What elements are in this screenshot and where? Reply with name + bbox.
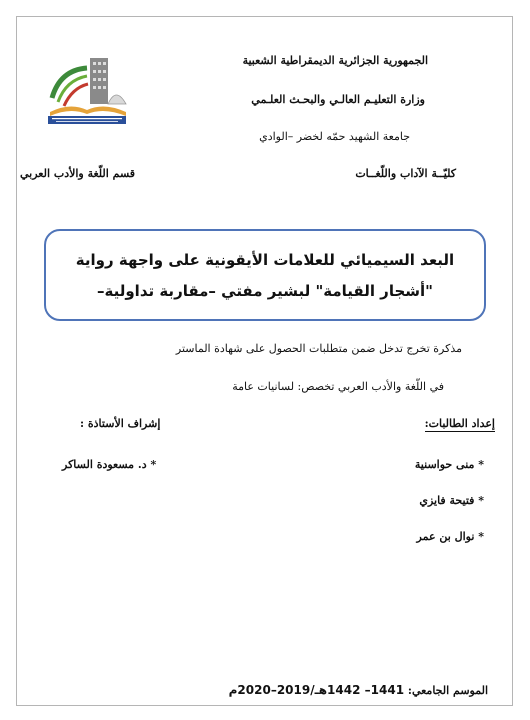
student-name: * فتيحة فايزي [419, 494, 484, 507]
university-name: جامعة الشهيد حمّه لخضر –الوادي [259, 130, 410, 143]
faculty-name: كليّــة الآداب واللّغــات [355, 167, 456, 180]
memo-description: مذكرة تخرج تدخل ضمن متطلبات الحصول على شهادة الماستر [175, 342, 462, 355]
department-name: قسم اللّغة والأدب العربي [20, 167, 136, 180]
specialty-line: في اللّغة والأدب العربي تخصص: لسانيات عامة [232, 380, 444, 393]
supervisor-name: * د. مسعودة الساكر [62, 458, 157, 471]
academic-season [229, 683, 488, 697]
supervisor-heading: إشراف الأستاذة : [80, 417, 161, 430]
logo-dome [108, 95, 126, 104]
students-heading: إعداد الطالبات: [425, 417, 495, 432]
season-value: 1441– 1442هـ/2019–2020م [228, 683, 405, 697]
university-logo [42, 50, 132, 130]
thesis-title-box [44, 229, 486, 321]
student-name: * منى حواسنية [414, 458, 484, 471]
season-label: الموسم الجامعي: [407, 684, 488, 697]
thesis-title-line-1: البعد السيميائي للعلامات الأيقونية على واجهة رواية [75, 251, 455, 269]
logo-banner [48, 116, 126, 124]
republic-name: الجمهورية الجزائرية الديمقراطية الشعبية [242, 54, 428, 67]
student-name: * نوال بن عمر [416, 530, 484, 543]
ministry-name: وزارة التعليـم العالـي والبحـث العلـمي [251, 93, 425, 106]
thesis-title-line-2: "أشجار القيامة" لبشير مفتي –مقاربة تداولية– [97, 282, 433, 300]
logo-book [50, 106, 126, 116]
